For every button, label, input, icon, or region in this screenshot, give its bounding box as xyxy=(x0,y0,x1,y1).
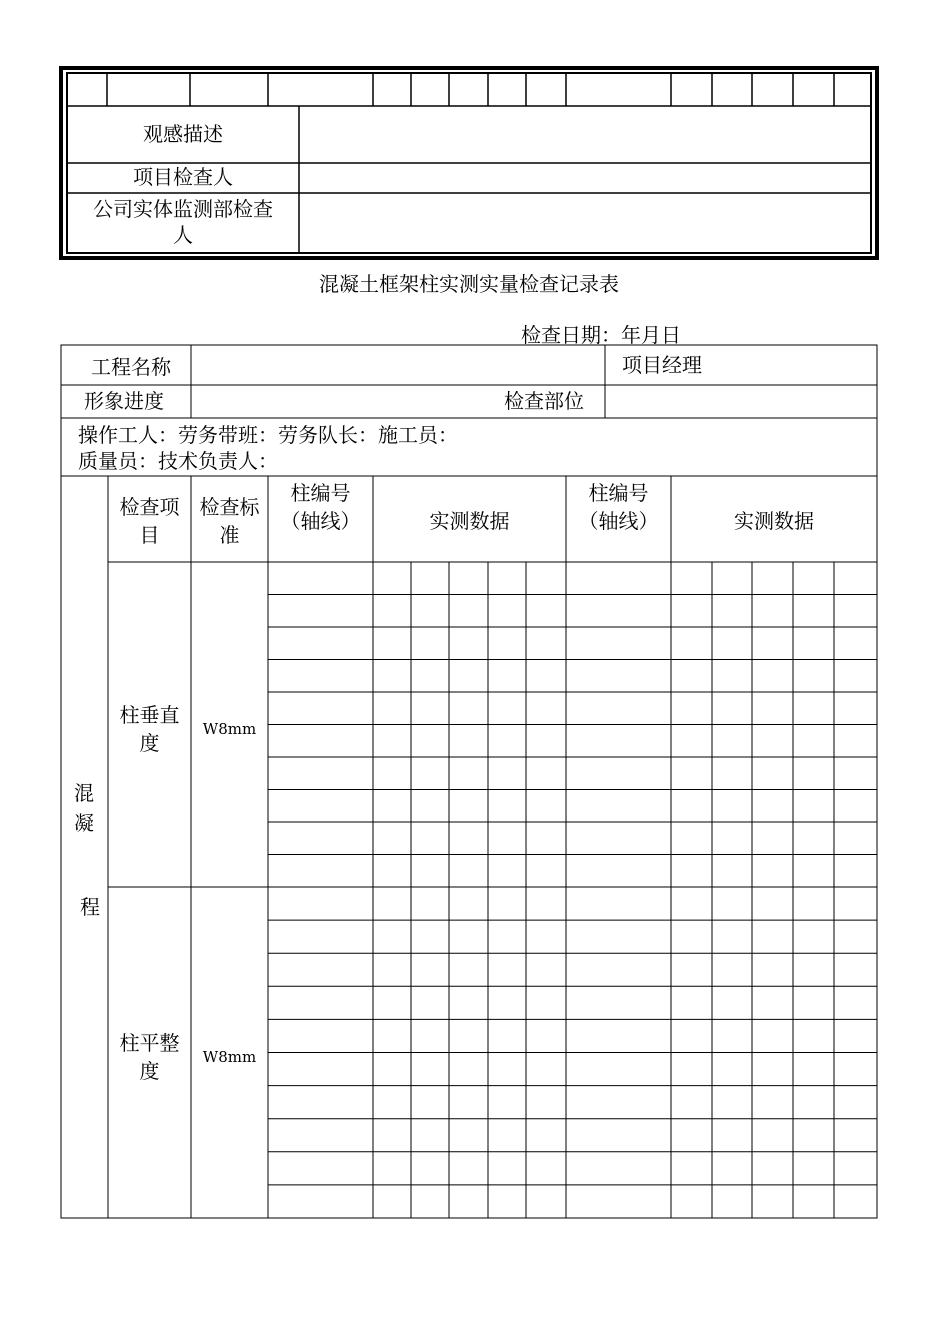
section-label-char-1: 混 xyxy=(74,781,94,805)
column-no2-header-line2: （轴线） xyxy=(578,509,659,533)
inspection-date: 检查日期：年月日 xyxy=(521,323,681,347)
check-item-header-line1: 检查项 xyxy=(119,495,180,519)
measured-data-header: 实测数据 xyxy=(429,509,510,533)
check-standard-header-line2: 准 xyxy=(219,523,240,547)
check-standard-header-line1: 检查标 xyxy=(199,495,260,519)
section-label-char-3: 程 xyxy=(80,895,100,919)
column-no-header-line1: 柱编号 xyxy=(290,481,351,505)
project-name-label: 工程名称 xyxy=(91,355,171,379)
inspection-location-label: 检查部位 xyxy=(504,389,584,413)
company-inspector-label-line2: 人 xyxy=(173,223,193,247)
company-inspector-label-line1: 公司实体监测部检查 xyxy=(93,197,273,221)
project-inspector-label: 项目检查人 xyxy=(133,165,233,189)
personnel-line1: 操作工人：劳务带班：劳务队长：施工员： xyxy=(78,423,458,447)
project-manager-label: 项目经理 xyxy=(622,353,702,377)
column-no2-header-line1: 柱编号 xyxy=(588,481,649,505)
check-standard-flatness: W8mm xyxy=(202,1048,257,1066)
check-item-flatness-line2: 度 xyxy=(139,1059,160,1083)
form-title: 混凝土框架柱实测实量检查记录表 xyxy=(319,272,619,296)
column-no-header-line2: （轴线） xyxy=(280,509,361,533)
check-item-verticality-line1: 柱垂直 xyxy=(119,703,180,727)
check-item-flatness-line1: 柱平整 xyxy=(119,1031,180,1055)
check-item-verticality-line2: 度 xyxy=(139,731,160,755)
personnel-line2: 质量员：技术负责人： xyxy=(78,449,278,473)
progress-label: 形象进度 xyxy=(84,389,164,413)
check-standard-verticality: W8mm xyxy=(202,720,257,738)
section-label-char-2: 凝 xyxy=(74,811,94,835)
visual-description-label: 观感描述 xyxy=(143,122,223,146)
measurement-grid-cells xyxy=(268,562,877,1218)
check-item-header-line2: 目 xyxy=(139,523,160,547)
measured-data2-header: 实测数据 xyxy=(734,509,814,533)
